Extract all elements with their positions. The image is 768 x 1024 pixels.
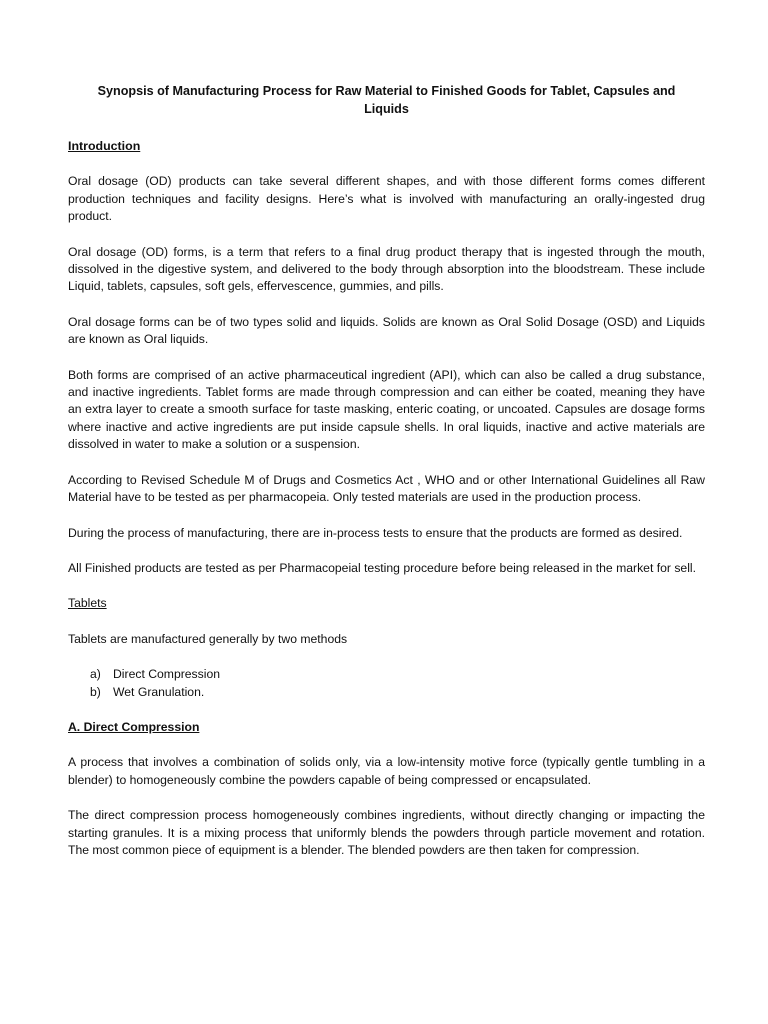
list-item [68,666,705,683]
intro-paragraph-7: All Finished products are tested as per Pharmacopeial testing procedure before being released in the market for sell. [68,560,697,575]
intro-paragraph-1: Oral dosage (OD) products can take several different shapes, and with those different forms comes different production techniques and facility designs. Here’s what is involved with manufacturing an orally-ingested drug product. [68,174,705,224]
tablets-heading: Tablets [68,596,107,611]
document-title: Synopsis of Manufacturing Process for Raw Material to Finished Goods for Tablet, Capsules and Liquids [97,84,676,116]
intro-paragraph-3: Oral dosage forms can be of two types solid and liquids. Solids are known as Oral Solid Dosage (OSD) and Liquids are known as Oral liquids. [68,314,705,347]
direct-compression-heading: A. Direct Compression [68,719,200,734]
intro-paragraph-2: Oral dosage (OD) forms, is a term that refers to a final drug product therapy that is ingested through the mouth, dissolved in the digestive system, and delivered to the body through absorption into the bloodstream. These include Liquid, tablets, capsules, soft gels, effervescence, gummies, and pills. [68,244,705,294]
tablets-intro: Tablets are manufactured generally by two methods [68,631,348,646]
document-page [68,82,705,877]
methods-list [68,666,705,701]
intro-paragraph-6: During the process of manufacturing, there are in-process tests to ensure that the products are formed as desired. [68,525,683,540]
list-marker: b) [90,684,101,699]
intro-paragraph-4: Both forms are comprised of an active pharmaceutical ingredient (API), which can also be called a drug substance, and inactive ingredients. Tablet forms are made through compression and can either be coated, meaning they have an extra layer to create a smooth surface for taste masking, enteric coating, or uncoated. Capsules are dosage forms where inactive and active ingredients are put inside capsule shells. In oral liquids, inactive and active materials are dissolved in water to make a solution or a suspension. [68,367,705,452]
introduction-heading: Introduction [68,139,141,153]
list-item [68,684,705,701]
intro-paragraph-5: According to Revised Schedule M of Drugs and Cosmetics Act , WHO and or other International Guidelines all Raw Material have to be tested as per pharmacopeia. Only tested materials are used in the production process. [68,472,705,505]
direct-compression-paragraph-1: A process that involves a combination of solids only, via a low-intensity motive force (typically gentle tumbling in a blender) to homogeneously combine the powders capable of being compressed or encapsulated. [68,755,705,787]
direct-compression-paragraph-2: The direct compression process homogeneously combines ingredients, without directly changing or impacting the starting granules. It is a mixing process that uniformly blends the powders through particle movement and rotation. The most common piece of equipment is a blender. The blended powders are then taken for compression. [68,808,705,857]
list-marker: a) [90,667,101,682]
list-item-text: Direct Compression [113,667,221,682]
list-item-text: Wet Granulation. [113,684,205,699]
